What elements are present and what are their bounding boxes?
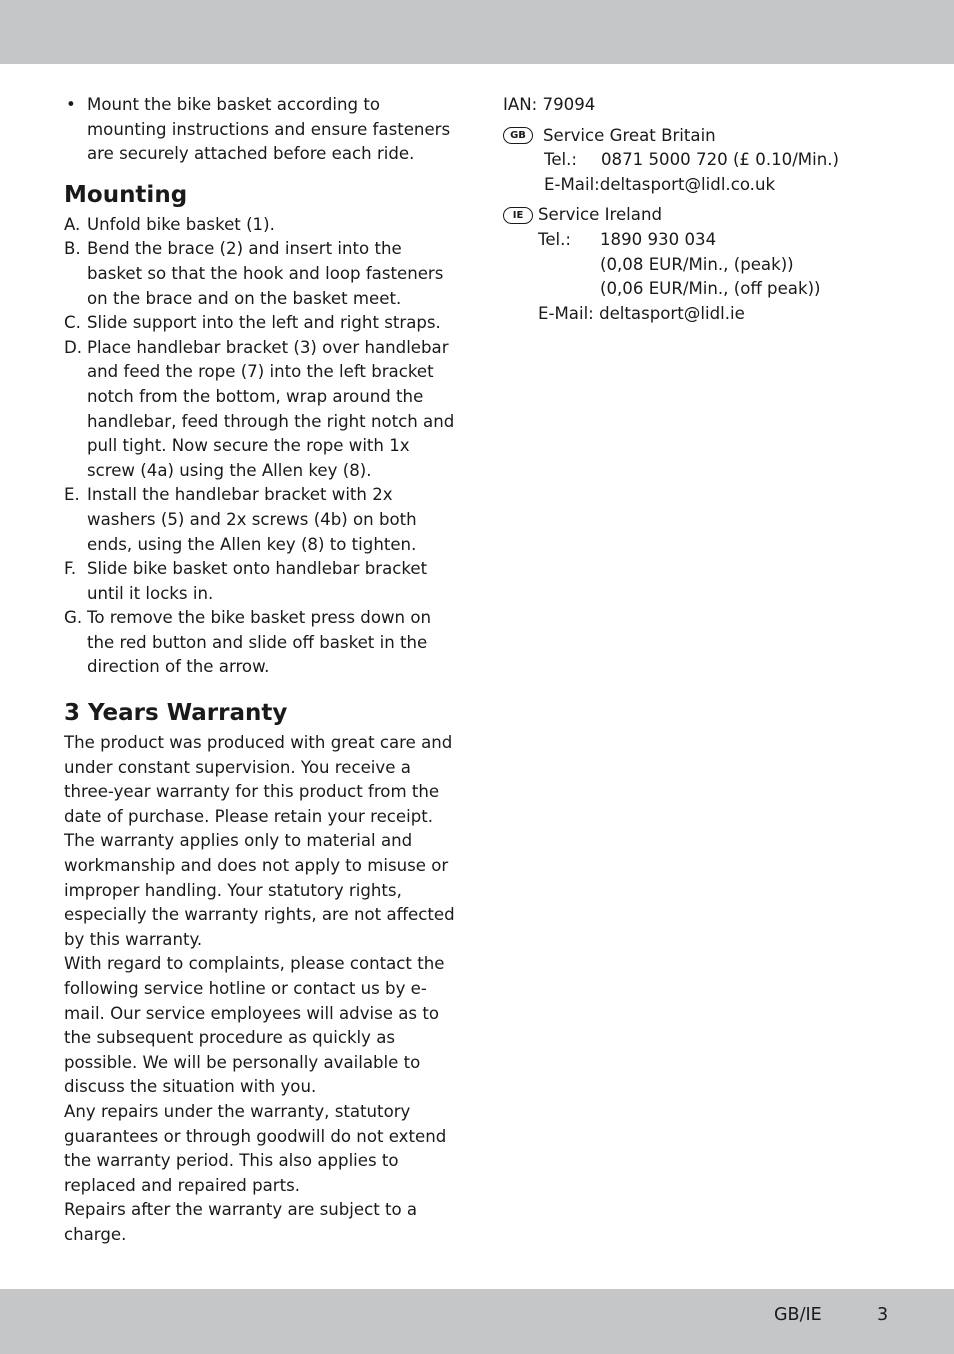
step-text: Install the handlebar bracket with 2x washers (5) and 2x screws (4b) on both ends, using the Allen key (8) to tighten. xyxy=(87,485,417,554)
page-number: 3 xyxy=(877,1305,889,1325)
service-gb-tel xyxy=(503,148,923,173)
footer-region: GB/IE xyxy=(774,1305,822,1325)
step-letter: C. xyxy=(64,313,81,333)
header-band xyxy=(0,0,954,64)
step-text: Unfold bike basket (1). xyxy=(87,214,275,234)
step-text: Place handlebar bracket (3) over handlebar and feed the rope (7) into the left bracket notch from the bottom, wrap around the handlebar, feed through the right notch and pull tight. Now secure the rope with 1x screw (4a) using the Allen key (8). xyxy=(87,337,455,480)
warranty-paragraph: The product was produced with great care and under constant supervision. You receive a three-year warranty for this product from the date of purchase. Please retain your receipt. xyxy=(64,733,453,826)
warranty-paragraph: Any repairs under the warranty, statutory guarantees or through goodwill do not extend the warranty period. This also applies to replaced and repaired parts. xyxy=(64,1101,447,1195)
ian-number: IAN: 79094 xyxy=(503,95,596,114)
warranty-heading: 3 Years Warranty xyxy=(64,700,288,727)
email-label: E-Mail: xyxy=(544,174,600,194)
mounting-step xyxy=(64,237,456,311)
step-letter: B. xyxy=(64,239,81,259)
mounting-note-bullet xyxy=(64,93,456,167)
left-column xyxy=(64,93,456,1248)
service-gb-title-row xyxy=(503,124,923,149)
service-gb-title: Service Great Britain xyxy=(543,125,716,145)
service-ie-title: Service Ireland xyxy=(538,205,662,225)
step-letter: D. xyxy=(64,337,83,357)
tel-label: Tel.: xyxy=(544,150,578,170)
email-value[interactable]: deltasport@lidl.co.uk xyxy=(599,174,776,194)
bullet-dot: • xyxy=(66,95,76,114)
step-letter: F. xyxy=(64,559,77,579)
right-column xyxy=(503,93,923,326)
ie-rate-peak: (0,08 EUR/Min., (peak)) xyxy=(600,254,794,274)
service-gb xyxy=(503,124,923,198)
gb-country-badge-icon: GB xyxy=(503,127,533,144)
warranty-text xyxy=(64,731,456,1247)
service-gb-email xyxy=(503,173,923,198)
mounting-step xyxy=(64,311,456,336)
warranty-paragraph: With regard to complaints, please contact the following service hotline or contact us by e-mail. Our service employees will advise as to the subsequent procedure as quickly as possible. We will be personally available to discuss the situation with you. xyxy=(64,954,445,1097)
tel-value: 1890 930 034 xyxy=(600,229,717,249)
service-ie-tel xyxy=(503,228,923,253)
step-letter: E. xyxy=(64,485,80,505)
service-ie-email xyxy=(503,302,923,327)
step-letter: A. xyxy=(64,214,81,234)
mounting-step xyxy=(64,213,456,238)
warranty-paragraph: The warranty applies only to material and workmanship and does not apply to misuse or improper handling. Your statutory rights, especially the warranty rights, are not affected by this warranty. xyxy=(64,831,455,949)
email-value[interactable]: deltasport@lidl.ie xyxy=(599,303,745,323)
mounting-heading: Mounting xyxy=(64,181,188,208)
service-ie xyxy=(503,203,923,326)
mounting-steps xyxy=(64,213,456,680)
step-text: Bend the brace (2) and insert into the basket so that the hook and loop fasteners on the brace and on the basket meet. xyxy=(87,239,444,308)
mounting-step xyxy=(64,557,456,606)
tel-value: 0871 5000 720 (£ 0.10/Min.) xyxy=(601,150,839,170)
mounting-step xyxy=(64,336,456,484)
step-text: Slide bike basket onto handlebar bracket until it locks in. xyxy=(87,559,428,603)
ie-rate-offpeak: (0,06 EUR/Min., (off peak)) xyxy=(600,279,821,299)
mounting-step xyxy=(64,606,456,680)
email-label: E-Mail: xyxy=(538,303,594,323)
ie-country-badge-icon: IE xyxy=(503,207,533,224)
warranty-paragraph: Repairs after the warranty are subject to a charge. xyxy=(64,1200,418,1244)
step-text: Slide support into the left and right straps. xyxy=(87,313,441,333)
tel-label: Tel.: xyxy=(538,229,572,249)
mounting-note-text: Mount the bike basket according to mounting instructions and ensure fasteners are securely attached before each ride. xyxy=(87,95,451,164)
service-ie-title-row xyxy=(503,203,923,228)
step-letter: G. xyxy=(64,608,83,628)
mounting-step xyxy=(64,483,456,557)
step-text: To remove the bike basket press down on the red button and slide off basket in the direction of the arrow. xyxy=(87,608,432,677)
